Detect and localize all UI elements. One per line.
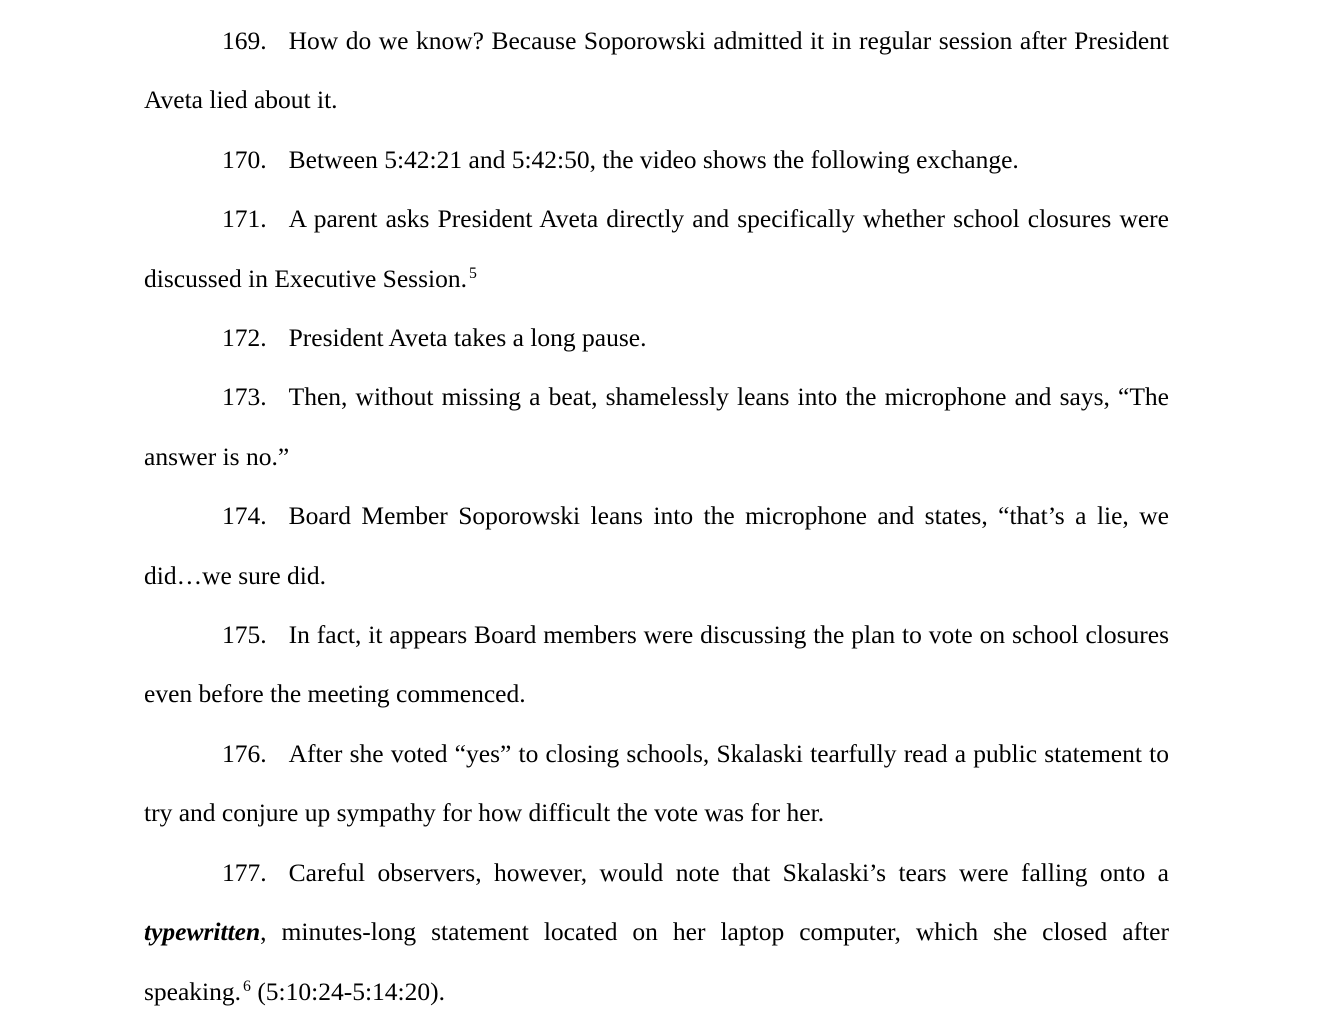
paragraph-text-174: Board Member Soporowski leans into the microphone and states, “that’s a lie, we did…we sure did.: [144, 501, 1169, 590]
paragraph-171: [144, 189, 1169, 308]
paragraph-text-172: President Aveta takes a long pause.: [288, 323, 647, 353]
paragraph-text-177-after: , minutes-long statement located on her laptop computer, which she closed after speaking.: [144, 917, 1169, 1006]
paragraph-176: [144, 724, 1169, 843]
paragraph-number-177: 177.: [222, 857, 267, 887]
paragraph-text-170: Between 5:42:21 and 5:42:50, the video shows the following exchange.: [288, 144, 1019, 174]
emphasis-typewritten: typewritten: [144, 917, 261, 947]
paragraph-number-169: 169.: [222, 26, 267, 55]
paragraph-174: [144, 486, 1169, 605]
paragraph-number-175: 175.: [222, 620, 267, 650]
footnote-marker-5[interactable]: 5: [468, 265, 477, 283]
paragraph-number-170: 170.: [222, 144, 267, 174]
paragraph-173: [144, 367, 1169, 486]
paragraph-number-172: 172.: [222, 323, 267, 353]
document-body-column: [144, 0, 1169, 1021]
paragraph-170: [144, 130, 1169, 189]
paragraph-text-177-before: Careful observers, however, would note that Skalaski’s tears were falling onto a: [288, 857, 1169, 887]
paragraph-text-169: How do we know? Because Soporowski admitted it in regular session after President Aveta lied about it.: [144, 26, 1169, 115]
paragraph-number-173: 173.: [222, 382, 267, 412]
paragraph-text-177-timestamp: (5:10:24-5:14:20).: [250, 976, 446, 1006]
paragraph-text-171: A parent asks President Aveta directly and specifically whether school closures were discussed in Executive Session.: [144, 204, 1169, 293]
paragraph-175: [144, 605, 1169, 724]
paragraph-text-175: In fact, it appears Board members were discussing the plan to vote on school closures even before the meeting commenced.: [144, 620, 1169, 709]
paragraph-text-173: Then, without missing a beat, shamelessly leans into the microphone and says, “The answer is no.”: [144, 382, 1169, 471]
paragraph-number-176: 176.: [222, 738, 267, 768]
footnote-marker-6[interactable]: 6: [243, 978, 251, 996]
paragraph-169: [144, 11, 1169, 130]
paragraph-172: [144, 308, 1169, 367]
paragraph-text-176: After she voted “yes” to closing schools, Skalaski tearfully read a public statement to try and conjure up sympathy for how difficult the vote was for her.: [144, 738, 1169, 828]
paragraph-number-174: 174.: [222, 501, 267, 531]
paragraph-number-171: 171.: [222, 204, 267, 234]
paragraph-177: [144, 843, 1169, 1021]
